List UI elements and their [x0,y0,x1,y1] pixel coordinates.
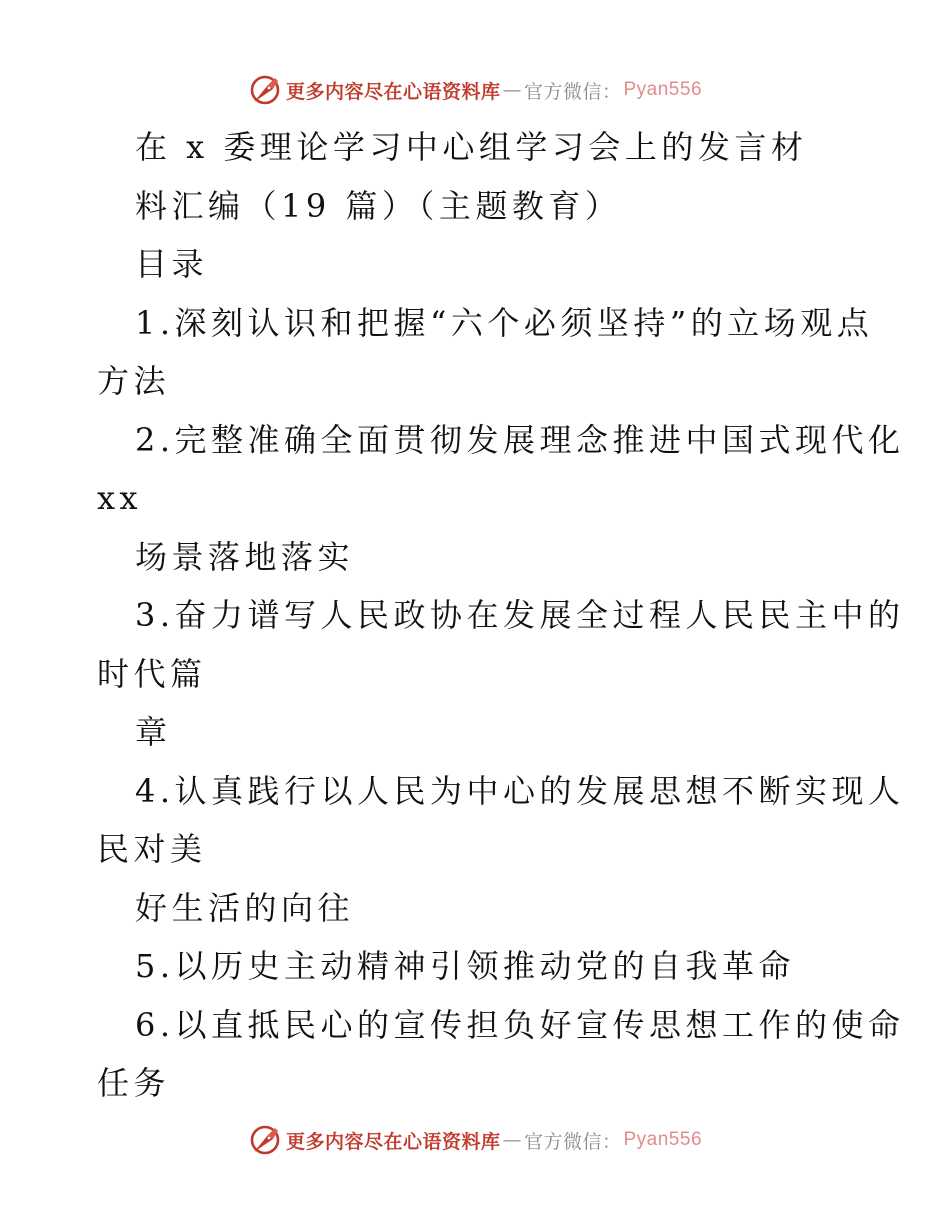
document-line: 2.完整准确全面贯彻发展理念推进中国式现代化 [135,420,905,459]
wechat-id: Pyan556 [623,1129,703,1150]
document-line: 时代篇 [97,654,207,693]
header-banner [0,70,950,110]
banner-text [286,77,702,104]
banner-separator: — [502,1129,522,1151]
banner-main-text: 更多内容尽在心语资料库 [285,80,501,103]
document-line: xx [97,479,143,517]
banner-main-text: 更多内容尽在心语资料库 [285,1130,501,1153]
document-line: 民对美 [97,830,207,868]
document-line: 章 [135,713,172,751]
wechat-label: 官方微信： [523,1130,622,1153]
banner-separator: — [502,79,522,101]
document-body [97,118,905,1113]
document-line: 方法 [97,362,171,400]
document-line: 1.深刻认识和把握“六个必须坚持”的立场观点 [135,303,874,342]
document-line: 目录 [135,245,209,283]
document-line: 任务 [97,1064,171,1102]
document-line: 4.认真践行以人民为中心的发展思想不断实现人 [135,771,905,810]
footer-banner [0,1120,950,1160]
pen-nib-logo-icon [248,73,282,107]
pen-nib-logo-icon [248,1123,282,1157]
document-line: 料汇编（19 篇）（主题教育） [135,186,622,225]
document-line: 6.以直抵民心的宣传担负好宣传思想工作的使命 [135,1005,905,1044]
banner-text [286,1127,702,1154]
document-line: 在 x 委理论学习中心组学习会上的发言材 [135,128,808,166]
document-line: 场景落地落实 [135,537,355,576]
wechat-id: Pyan556 [623,79,703,100]
document-line: 3.奋力谱写人民政协在发展全过程人民民主中的 [135,596,905,634]
document-line: 5.以历史主动精神引领推动党的自我革命 [135,947,796,985]
wechat-label: 官方微信： [523,80,622,103]
document-line: 好生活的向往 [135,888,355,927]
